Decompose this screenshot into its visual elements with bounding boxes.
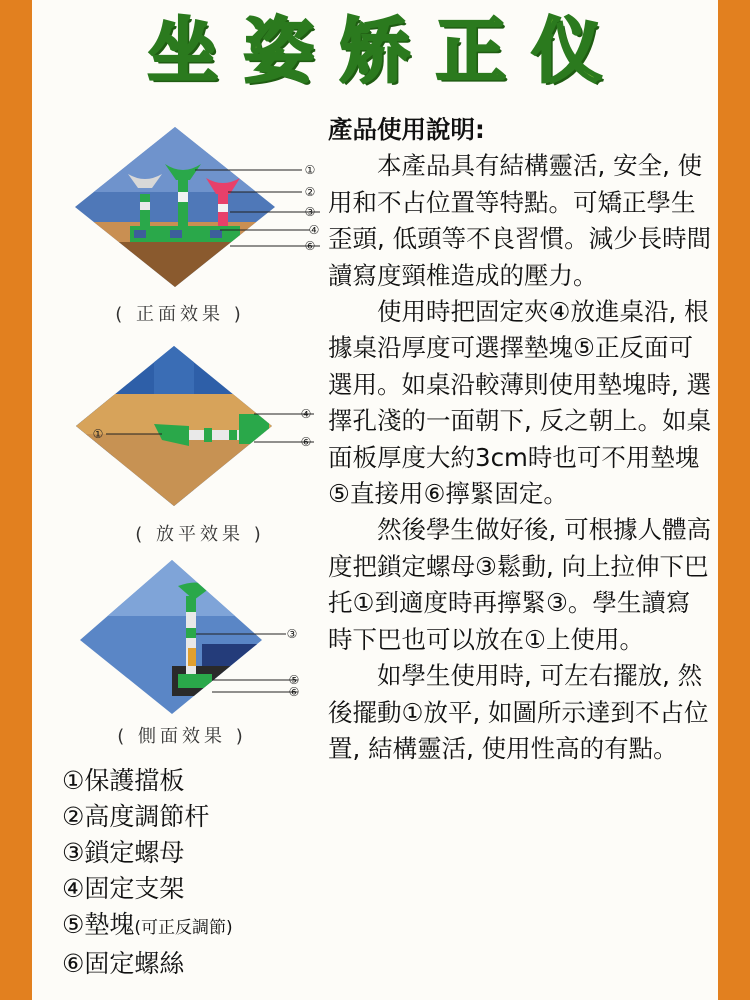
title-char: 坐	[148, 10, 218, 92]
front-view-caption: ( 正面效果 )	[115, 304, 245, 325]
legend-item: ③鎖定螺母	[62, 838, 185, 867]
callout-label: ④	[308, 223, 320, 237]
callout-label: ⑤	[288, 673, 300, 687]
callout-label: ④	[300, 407, 312, 421]
callout-label: ①	[304, 163, 316, 177]
legend-item: ①保護擋板	[62, 766, 185, 795]
instructions-heading: 產品使用說明:	[328, 115, 485, 144]
callout-label: ⑥	[288, 685, 300, 699]
title-char: 正	[436, 10, 506, 92]
flat-view-image	[54, 342, 314, 512]
title-char: 仪	[532, 10, 602, 92]
callout-label: ①	[92, 427, 104, 441]
instructions-paragraph: 然後學生做好後, 可根據人體高度把鎖定螺母③鬆動, 向上拉伸下巴托①到適度時再擰緊③。學生讀寫時下巴也可以放在①上使用。	[328, 515, 712, 654]
callout-label: ⑥	[300, 435, 312, 449]
callout-label: ③	[304, 205, 316, 219]
instructions-paragraph: 如學生使用時, 可左右擺放, 然後擺動①放平, 如圖所示達到不占位置, 結構靈活, 使用性高的有點。	[328, 661, 709, 763]
content-panel	[32, 0, 718, 1000]
instructions-paragraph: 本產品具有結構靈活, 安全, 使用和不占位置等特點。可矯正學生歪頭, 低頭等不良習慣。減少長時間讀寫度頸椎造成的壓力。	[328, 151, 712, 290]
page-title	[32, 6, 718, 96]
callout-label: ②	[304, 185, 316, 199]
front-view-image	[70, 122, 320, 302]
title-char: 姿	[244, 10, 314, 92]
usage-instructions	[328, 112, 712, 767]
parts-legend	[62, 763, 332, 982]
flat-view-figure	[54, 342, 314, 512]
flat-view-caption: ( 放平效果 )	[135, 524, 265, 545]
callout-label: ③	[286, 627, 298, 641]
legend-item: ④固定支架	[62, 874, 185, 903]
legend-item: ②高度調節杆	[62, 802, 210, 831]
callout-label: ⑥	[304, 239, 316, 253]
instructions-paragraph: 使用時把固定夾④放進桌沿, 根據桌沿厚度可選擇墊塊⑤正反面可選用。如桌沿較薄則使用墊塊時, 選擇孔淺的一面朝下, 反之朝上。如桌面板厚度大約3cm時也可不用墊塊⑤直接用⑥擰緊固定。	[328, 297, 712, 509]
front-view-figure	[70, 122, 320, 302]
legend-item: ⑥固定螺絲	[62, 949, 185, 978]
side-view-caption: ( 側面效果 )	[117, 726, 247, 747]
side-view-figure	[62, 556, 302, 721]
legend-item: ⑤墊塊(可正反調節)	[62, 910, 233, 939]
legend-note: (可正反調節)	[134, 918, 233, 938]
side-view-image	[62, 556, 302, 721]
title-char: 矫	[340, 10, 410, 92]
